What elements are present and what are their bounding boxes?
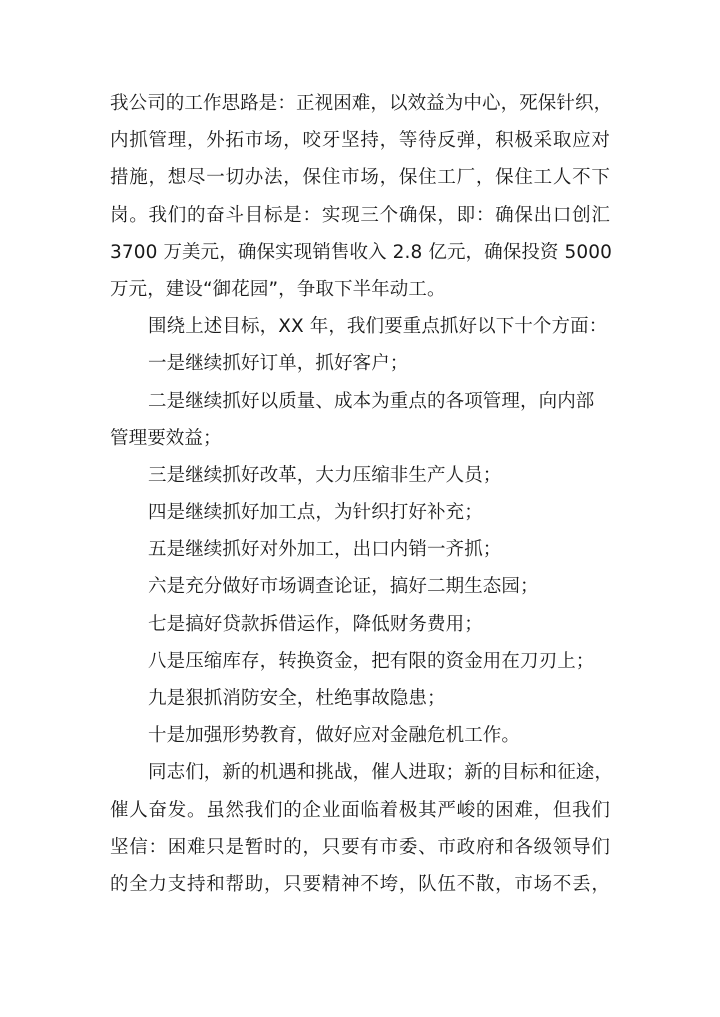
text-line: 八是压缩库存，转换资金，把有限的资金用在刀刃上；: [148, 650, 595, 672]
document-body: [110, 85, 614, 903]
text-line: 坚信：困难只是暂时的，只要有市委、市政府和各级领导们: [110, 836, 610, 858]
text-line: 我公司的工作思路是：正视困难，以效益为中心，死保针织，: [110, 93, 613, 114]
text-line: 二是继续抓好以质量、成本为重点的各项管理，向内部: [148, 390, 595, 412]
text-line: 七是搞好贷款拆借运作，降低财务费用；: [148, 613, 483, 635]
text-line: 同志们，新的机遇和挑战，催人进取；新的目标和征途，: [148, 762, 614, 784]
text-line: 3700 万美元，确保实现销售收入 2.8 亿元，确保投资 5000: [110, 241, 613, 263]
text-line: 催人奋发。虽然我们的企业面临着极其严峻的困难，但我们: [110, 799, 610, 821]
text-line: 一是继续抓好订单，抓好客户；: [148, 353, 409, 375]
text-line: 五是继续抓好对外加工，出口内销一齐抓；: [148, 539, 502, 561]
text-line: 万元，建设“御花园”，争取下半年动工。: [110, 278, 446, 300]
text-line: 四是继续抓好加工点，为针织打好补充；: [148, 502, 483, 524]
text-line: 围绕上述目标，XX 年，我们要重点抓好以下十个方面：: [148, 316, 608, 338]
text-line: 措施，想尽一切办法，保住市场，保住工厂，保住工人不下: [110, 167, 610, 189]
text-line: 岗。我们的奋斗目标是：实现三个确保，即：确保出口创汇: [110, 204, 610, 226]
text-line: 的全力支持和帮助，只要精神不垮，队伍不散，市场不丢，: [110, 873, 610, 895]
text-line: 管理要效益；: [110, 427, 222, 449]
text-line: 内抓管理，外拓市场，咬牙坚持，等待反弹，积极采取应对: [110, 130, 610, 152]
text-line: 十是加强形势教育，做好应对金融危机工作。: [148, 725, 521, 747]
text-line: 六是充分做好市场调查论证，搞好二期生态园；: [148, 576, 539, 598]
text-line: 三是继续抓好改革，大力压缩非生产人员；: [148, 464, 502, 486]
text-line: 九是狠抓消防安全，杜绝事故隐患；: [148, 688, 446, 709]
